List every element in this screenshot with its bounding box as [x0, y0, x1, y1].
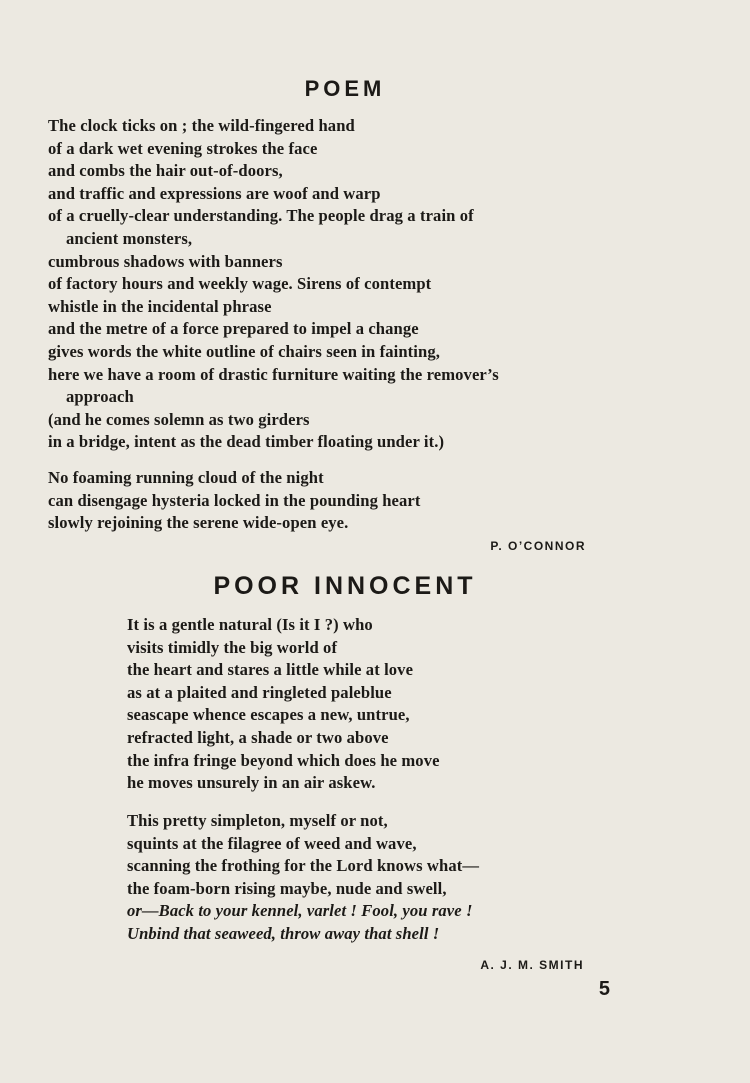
poem-line: It is a gentle natural (Is it I ?) who — [127, 615, 373, 634]
poem-line: and traffic and expressions are woof and warp — [48, 183, 381, 203]
poem-line: the foam-born rising maybe, nude and swell, — [127, 878, 447, 898]
poem-stanza — [48, 115, 499, 454]
poem-line: scanning the frothing for the Lord knows what— — [127, 856, 480, 876]
poem-line: here we have a room of drastic furniture waiting the remover’s — [48, 364, 499, 384]
poem-line: he moves unsurely in an air askew. — [127, 773, 376, 793]
poem-line: This pretty simpleton, myself or not, — [127, 811, 388, 830]
poem-line: of a cruelly-clear understanding. The people drag a train of — [48, 206, 474, 226]
poem-line: refracted light, a shade or two above — [127, 727, 389, 747]
poem-title: POEM — [304, 76, 386, 101]
poem-line: of factory hours and weekly wage. Sirens of contempt — [48, 274, 432, 294]
poem-stanza — [127, 810, 479, 946]
poem-line: No foaming running cloud of the night — [48, 468, 324, 487]
poem-stanza — [127, 614, 440, 795]
poem-line: (and he comes solemn as two girders — [48, 409, 310, 429]
poem-line: cumbrous shadows with banners — [48, 251, 283, 271]
poem-line: can disengage hysteria locked in the pounding heart — [48, 490, 421, 510]
poem-line: and combs the hair out-of-doors, — [48, 161, 283, 181]
poem-line: and the metre of a force prepared to impel a change — [48, 319, 419, 339]
poem-line: or—Back to your kennel, varlet ! Fool, you rave ! — [127, 901, 473, 921]
poem-line: the heart and stares a little while at love — [127, 660, 414, 680]
poem-line: visits timidly the big world of — [127, 637, 338, 657]
poem-stanza — [48, 467, 421, 535]
poem-title: POOR INNOCENT — [213, 572, 477, 600]
poem-line: the infra fringe beyond which does he move — [127, 750, 440, 770]
poem-line: whistle in the incidental phrase — [48, 296, 272, 316]
poem-line: Unbind that seaweed, throw away that shell ! — [127, 923, 440, 943]
poem-line: in a bridge, intent as the dead timber floating under it.) — [48, 432, 445, 452]
poem-line: slowly rejoining the serene wide-open eye. — [48, 513, 349, 533]
poem-author: P. O’CONNOR — [490, 539, 586, 553]
poem-line: squints at the filagree of weed and wave, — [127, 833, 417, 853]
poem-line: of a dark wet evening strokes the face — [48, 138, 318, 158]
poem-line: approach — [66, 387, 134, 407]
poem-line: gives words the white outline of chairs seen in fainting, — [48, 341, 440, 361]
poem-line: ancient monsters, — [66, 228, 193, 248]
poem-author: A. J. M. SMITH — [480, 958, 584, 972]
poem-line: as at a plaited and ringleted paleblue — [127, 682, 392, 702]
page-number: 5 — [598, 978, 610, 1000]
poem-line: seascape whence escapes a new, untrue, — [127, 705, 410, 725]
poem-line: The clock ticks on ; the wild-fingered hand — [48, 116, 355, 135]
